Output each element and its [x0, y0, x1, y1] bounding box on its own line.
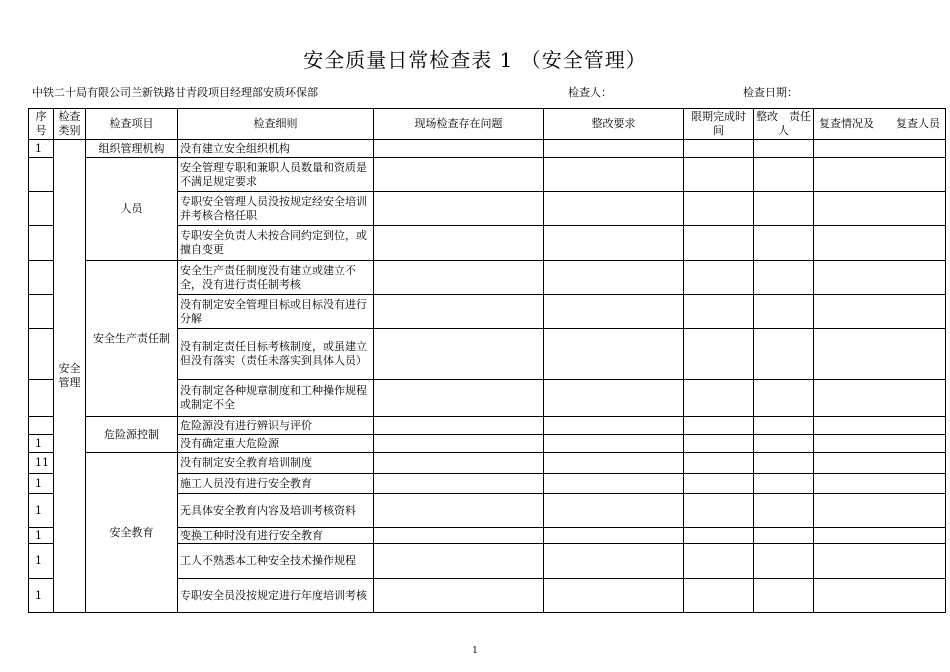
responsible-cell[interactable]	[754, 528, 814, 544]
problem-cell[interactable]	[374, 453, 544, 474]
requirement-cell[interactable]	[544, 474, 684, 494]
requirement-cell[interactable]	[544, 261, 684, 295]
detail-cell: 没有确定重大危险源	[178, 435, 374, 453]
requirement-cell[interactable]	[544, 528, 684, 544]
review-cell[interactable]	[814, 528, 946, 544]
seq-cell	[29, 192, 54, 226]
detail-cell: 无具体安全教育内容及培训考核资料	[178, 494, 374, 528]
deadline-cell[interactable]	[684, 579, 754, 613]
problem-cell[interactable]	[374, 329, 544, 380]
responsible-cell[interactable]	[754, 329, 814, 380]
deadline-cell[interactable]	[684, 380, 754, 417]
table-row	[29, 453, 946, 474]
problem-cell[interactable]	[374, 261, 544, 295]
seq-cell: 11	[29, 453, 54, 474]
inspection-table	[28, 108, 946, 613]
inspection-date-label: 检查日期：	[743, 86, 798, 99]
requirement-cell[interactable]	[544, 494, 684, 528]
requirement-cell[interactable]	[544, 329, 684, 380]
detail-cell: 专职安全负责人未按合同约定到位，或擅自变更	[178, 226, 374, 261]
responsible-cell[interactable]	[754, 453, 814, 474]
table-row	[29, 158, 946, 192]
seq-cell	[29, 261, 54, 295]
problem-cell[interactable]	[374, 226, 544, 261]
responsible-cell[interactable]	[754, 192, 814, 226]
header-item: 检查项目	[86, 109, 178, 140]
seq-cell	[29, 380, 54, 417]
seq-cell	[29, 295, 54, 329]
deadline-cell[interactable]	[684, 295, 754, 329]
responsible-cell[interactable]	[754, 380, 814, 417]
deadline-cell[interactable]	[684, 544, 754, 579]
organization-label: 中铁二十局有限公司兰新铁路甘青段项目经理部安质环保部	[32, 86, 318, 99]
item-cell-responsibility: 安全生产责任制	[86, 261, 178, 417]
deadline-cell[interactable]	[684, 528, 754, 544]
review-cell[interactable]	[814, 453, 946, 474]
category-cell: 安全管理	[54, 140, 86, 613]
seq-cell: 1	[29, 140, 54, 158]
review-cell[interactable]	[814, 295, 946, 329]
problem-cell[interactable]	[374, 544, 544, 579]
requirement-cell[interactable]	[544, 417, 684, 435]
review-cell[interactable]	[814, 226, 946, 261]
header-problem: 现场检查存在问题	[374, 109, 544, 140]
header-deadline: 限期完成时间	[684, 109, 754, 140]
review-cell[interactable]	[814, 579, 946, 613]
review-cell[interactable]	[814, 494, 946, 528]
review-cell[interactable]	[814, 380, 946, 417]
seq-cell	[29, 158, 54, 192]
requirement-cell[interactable]	[544, 295, 684, 329]
header-seq: 序号	[29, 109, 54, 140]
seq-cell: 1	[29, 544, 54, 579]
page-title: 安全质量日常检查表 1 （安全管理）	[303, 48, 647, 72]
header-responsible: 整改 责任人	[754, 109, 814, 140]
deadline-cell[interactable]	[684, 417, 754, 435]
deadline-cell[interactable]	[684, 226, 754, 261]
review-cell[interactable]	[814, 544, 946, 579]
seq-cell	[29, 226, 54, 261]
table-row	[29, 140, 946, 158]
requirement-cell[interactable]	[544, 158, 684, 192]
problem-cell[interactable]	[374, 192, 544, 226]
seq-cell: 1	[29, 579, 54, 613]
detail-cell: 没有制定安全教育培训制度	[178, 453, 374, 474]
responsible-cell[interactable]	[754, 158, 814, 192]
requirement-cell[interactable]	[544, 544, 684, 579]
table-row	[29, 417, 946, 435]
review-cell[interactable]	[814, 158, 946, 192]
responsible-cell[interactable]	[754, 544, 814, 579]
requirement-cell[interactable]	[544, 226, 684, 261]
problem-cell[interactable]	[374, 158, 544, 192]
detail-cell: 安全生产责任制度没有建立或建立不全，没有进行责任制考核	[178, 261, 374, 295]
header-requirement: 整改要求	[544, 109, 684, 140]
responsible-cell[interactable]	[754, 474, 814, 494]
responsible-cell[interactable]	[754, 140, 814, 158]
seq-cell: 1	[29, 474, 54, 494]
review-cell[interactable]	[814, 192, 946, 226]
problem-cell[interactable]	[374, 528, 544, 544]
requirement-cell[interactable]	[544, 579, 684, 613]
problem-cell[interactable]	[374, 140, 544, 158]
review-cell[interactable]	[814, 329, 946, 380]
seq-cell: 1	[29, 528, 54, 544]
header-category: 检查类别	[54, 109, 86, 140]
detail-cell: 危险源没有进行辨识与评价	[178, 417, 374, 435]
requirement-cell[interactable]	[544, 380, 684, 417]
detail-cell: 变换工种时没有进行安全教育	[178, 528, 374, 544]
responsible-cell[interactable]	[754, 295, 814, 329]
detail-cell: 工人不熟悉本工种安全技术操作规程	[178, 544, 374, 579]
detail-cell: 专职安全管理人员没按规定经安全培训并考核合格任职	[178, 192, 374, 226]
seq-cell	[29, 329, 54, 380]
responsible-cell[interactable]	[754, 494, 814, 528]
review-cell[interactable]	[814, 417, 946, 435]
detail-cell: 没有制定责任目标考核制度，或虽建立但没有落实（责任未落实到具体人员）	[178, 329, 374, 380]
problem-cell[interactable]	[374, 435, 544, 453]
deadline-cell[interactable]	[684, 435, 754, 453]
detail-cell: 没有建立安全组织机构	[178, 140, 374, 158]
problem-cell[interactable]	[374, 474, 544, 494]
requirement-cell[interactable]	[544, 453, 684, 474]
deadline-cell[interactable]	[684, 329, 754, 380]
detail-cell: 专职安全员没按规定进行年度培训考核	[178, 579, 374, 613]
header-detail: 检查细则	[178, 109, 374, 140]
item-cell-education: 安全教育	[86, 453, 178, 613]
detail-cell: 没有制定安全管理目标或目标没有进行分解	[178, 295, 374, 329]
review-cell[interactable]	[814, 474, 946, 494]
item-cell-personnel: 人员	[86, 158, 178, 261]
detail-cell: 安全管理专职和兼职人员数量和资质是不满足规定要求	[178, 158, 374, 192]
problem-cell[interactable]	[374, 417, 544, 435]
detail-cell: 施工人员没有进行安全教育	[178, 474, 374, 494]
deadline-cell[interactable]	[684, 494, 754, 528]
review-cell[interactable]	[814, 140, 946, 158]
responsible-cell[interactable]	[754, 579, 814, 613]
deadline-cell[interactable]	[684, 474, 754, 494]
requirement-cell[interactable]	[544, 192, 684, 226]
seq-cell: 1	[29, 435, 54, 453]
table-row	[29, 261, 946, 295]
problem-cell[interactable]	[374, 295, 544, 329]
item-cell-hazard: 危险源控制	[86, 417, 178, 453]
responsible-cell[interactable]	[754, 226, 814, 261]
seq-cell: 1	[29, 494, 54, 528]
problem-cell[interactable]	[374, 380, 544, 417]
item-cell-org: 组织管理机构	[86, 140, 178, 158]
requirement-cell[interactable]	[544, 140, 684, 158]
page-number: 1	[472, 646, 478, 656]
review-cell[interactable]	[814, 261, 946, 295]
problem-cell[interactable]	[374, 579, 544, 613]
responsible-cell[interactable]	[754, 417, 814, 435]
problem-cell[interactable]	[374, 494, 544, 528]
responsible-cell[interactable]	[754, 435, 814, 453]
responsible-cell[interactable]	[754, 261, 814, 295]
deadline-cell[interactable]	[684, 140, 754, 158]
review-cell[interactable]	[814, 435, 946, 453]
deadline-cell[interactable]	[684, 192, 754, 226]
inspector-label: 检查人：	[568, 86, 612, 99]
header-review: 复查情况及 复查人员	[814, 109, 946, 140]
deadline-cell[interactable]	[684, 158, 754, 192]
header-row	[29, 109, 946, 140]
seq-cell	[29, 417, 54, 435]
deadline-cell[interactable]	[684, 453, 754, 474]
detail-cell: 没有制定各种规章制度和工种操作规程或制定不全	[178, 380, 374, 417]
requirement-cell[interactable]	[544, 435, 684, 453]
deadline-cell[interactable]	[684, 261, 754, 295]
